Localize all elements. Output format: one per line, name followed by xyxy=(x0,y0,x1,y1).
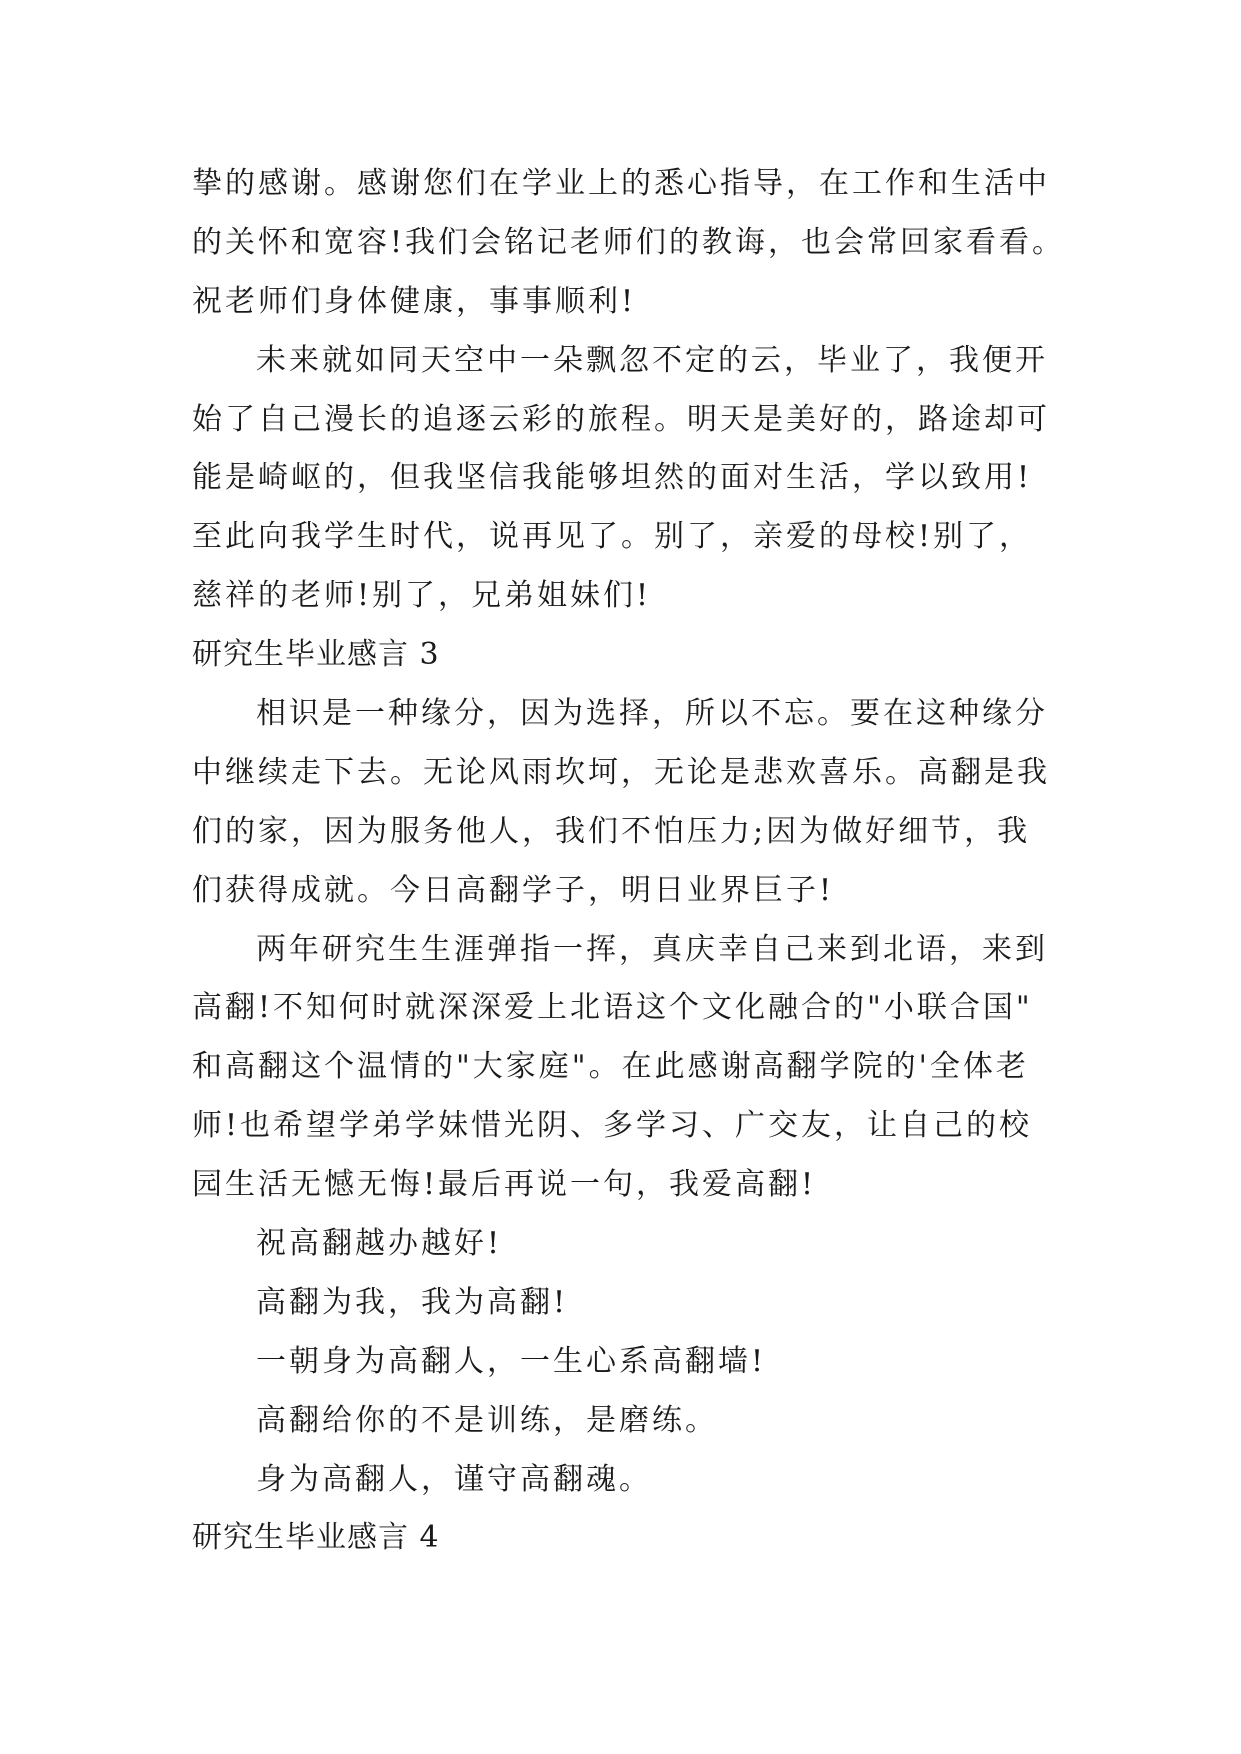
paragraph-line: 祝老师们身体健康，事事顺利! xyxy=(192,283,637,319)
paragraph-line: 一朝身为高翻人，一生心系高翻墙! xyxy=(256,1343,767,1379)
paragraph-line: 们的家，因为服务他人，我们不怕压力;因为做好细节，我 xyxy=(192,813,1031,849)
paragraph-line: 园生活无憾无悔!最后再说一句，我爱高翻! xyxy=(192,1167,817,1203)
paragraph-line: 祝高翻越办越好! xyxy=(256,1226,503,1262)
paragraph-line: 始了自己漫长的追逐云彩的旅程。明天是美好的，路途却可 xyxy=(192,401,1050,437)
paragraph-line: 两年研究生生涯弹指一挥，真庆幸自己来到北语，来到 xyxy=(256,931,1048,967)
section-heading: 研究生毕业感言 4 xyxy=(192,1520,440,1556)
paragraph-line: 高翻给你的不是训练，是磨练。 xyxy=(256,1402,718,1438)
paragraph-line: 中继续走下去。无论风雨坎坷，无论是悲欢喜乐。高翻是我 xyxy=(192,754,1050,790)
paragraph-line: 相识是一种缘分，因为选择，所以不忘。要在这种缘分 xyxy=(256,696,1048,732)
paragraph-line: 和高翻这个温情的"大家庭"。在此感谢高翻学院的'全体老 xyxy=(192,1049,1029,1085)
paragraph-line: 能是崎岖的，但我坚信我能够坦然的面对生活，学以致用! xyxy=(192,460,1033,496)
paragraph-line: 师!也希望学弟学妹惜光阴、多学习、广交友，让自己的校 xyxy=(192,1108,1033,1144)
paragraph-line: 慈祥的老师!别了，兄弟姐妹们! xyxy=(192,578,652,614)
paragraph-line: 未来就如同天空中一朵飘忽不定的云，毕业了，我便开 xyxy=(256,342,1048,378)
paragraph-line: 至此向我学生时代，说再见了。别了，亲爱的母校!别了， xyxy=(192,519,1033,555)
section-heading: 研究生毕业感言 3 xyxy=(192,637,440,673)
document-body xyxy=(192,155,1072,1568)
paragraph-line: 挚的感谢。感谢您们在学业上的悉心指导，在工作和生活中 xyxy=(192,166,1050,201)
paragraph-line: 高翻为我，我为高翻! xyxy=(256,1284,569,1320)
paragraph-line: 身为高翻人，谨守高翻魂。 xyxy=(256,1461,652,1497)
paragraph-line: 们获得成就。今日高翻学子，明日业界巨子! xyxy=(192,872,835,908)
paragraph-line: 的关怀和宽容!我们会铭记老师们的教诲，也会常回家看看。 xyxy=(192,224,1066,260)
paragraph-line: 高翻!不知何时就深深爱上北语这个文化融合的"小联合国" xyxy=(192,990,1033,1026)
